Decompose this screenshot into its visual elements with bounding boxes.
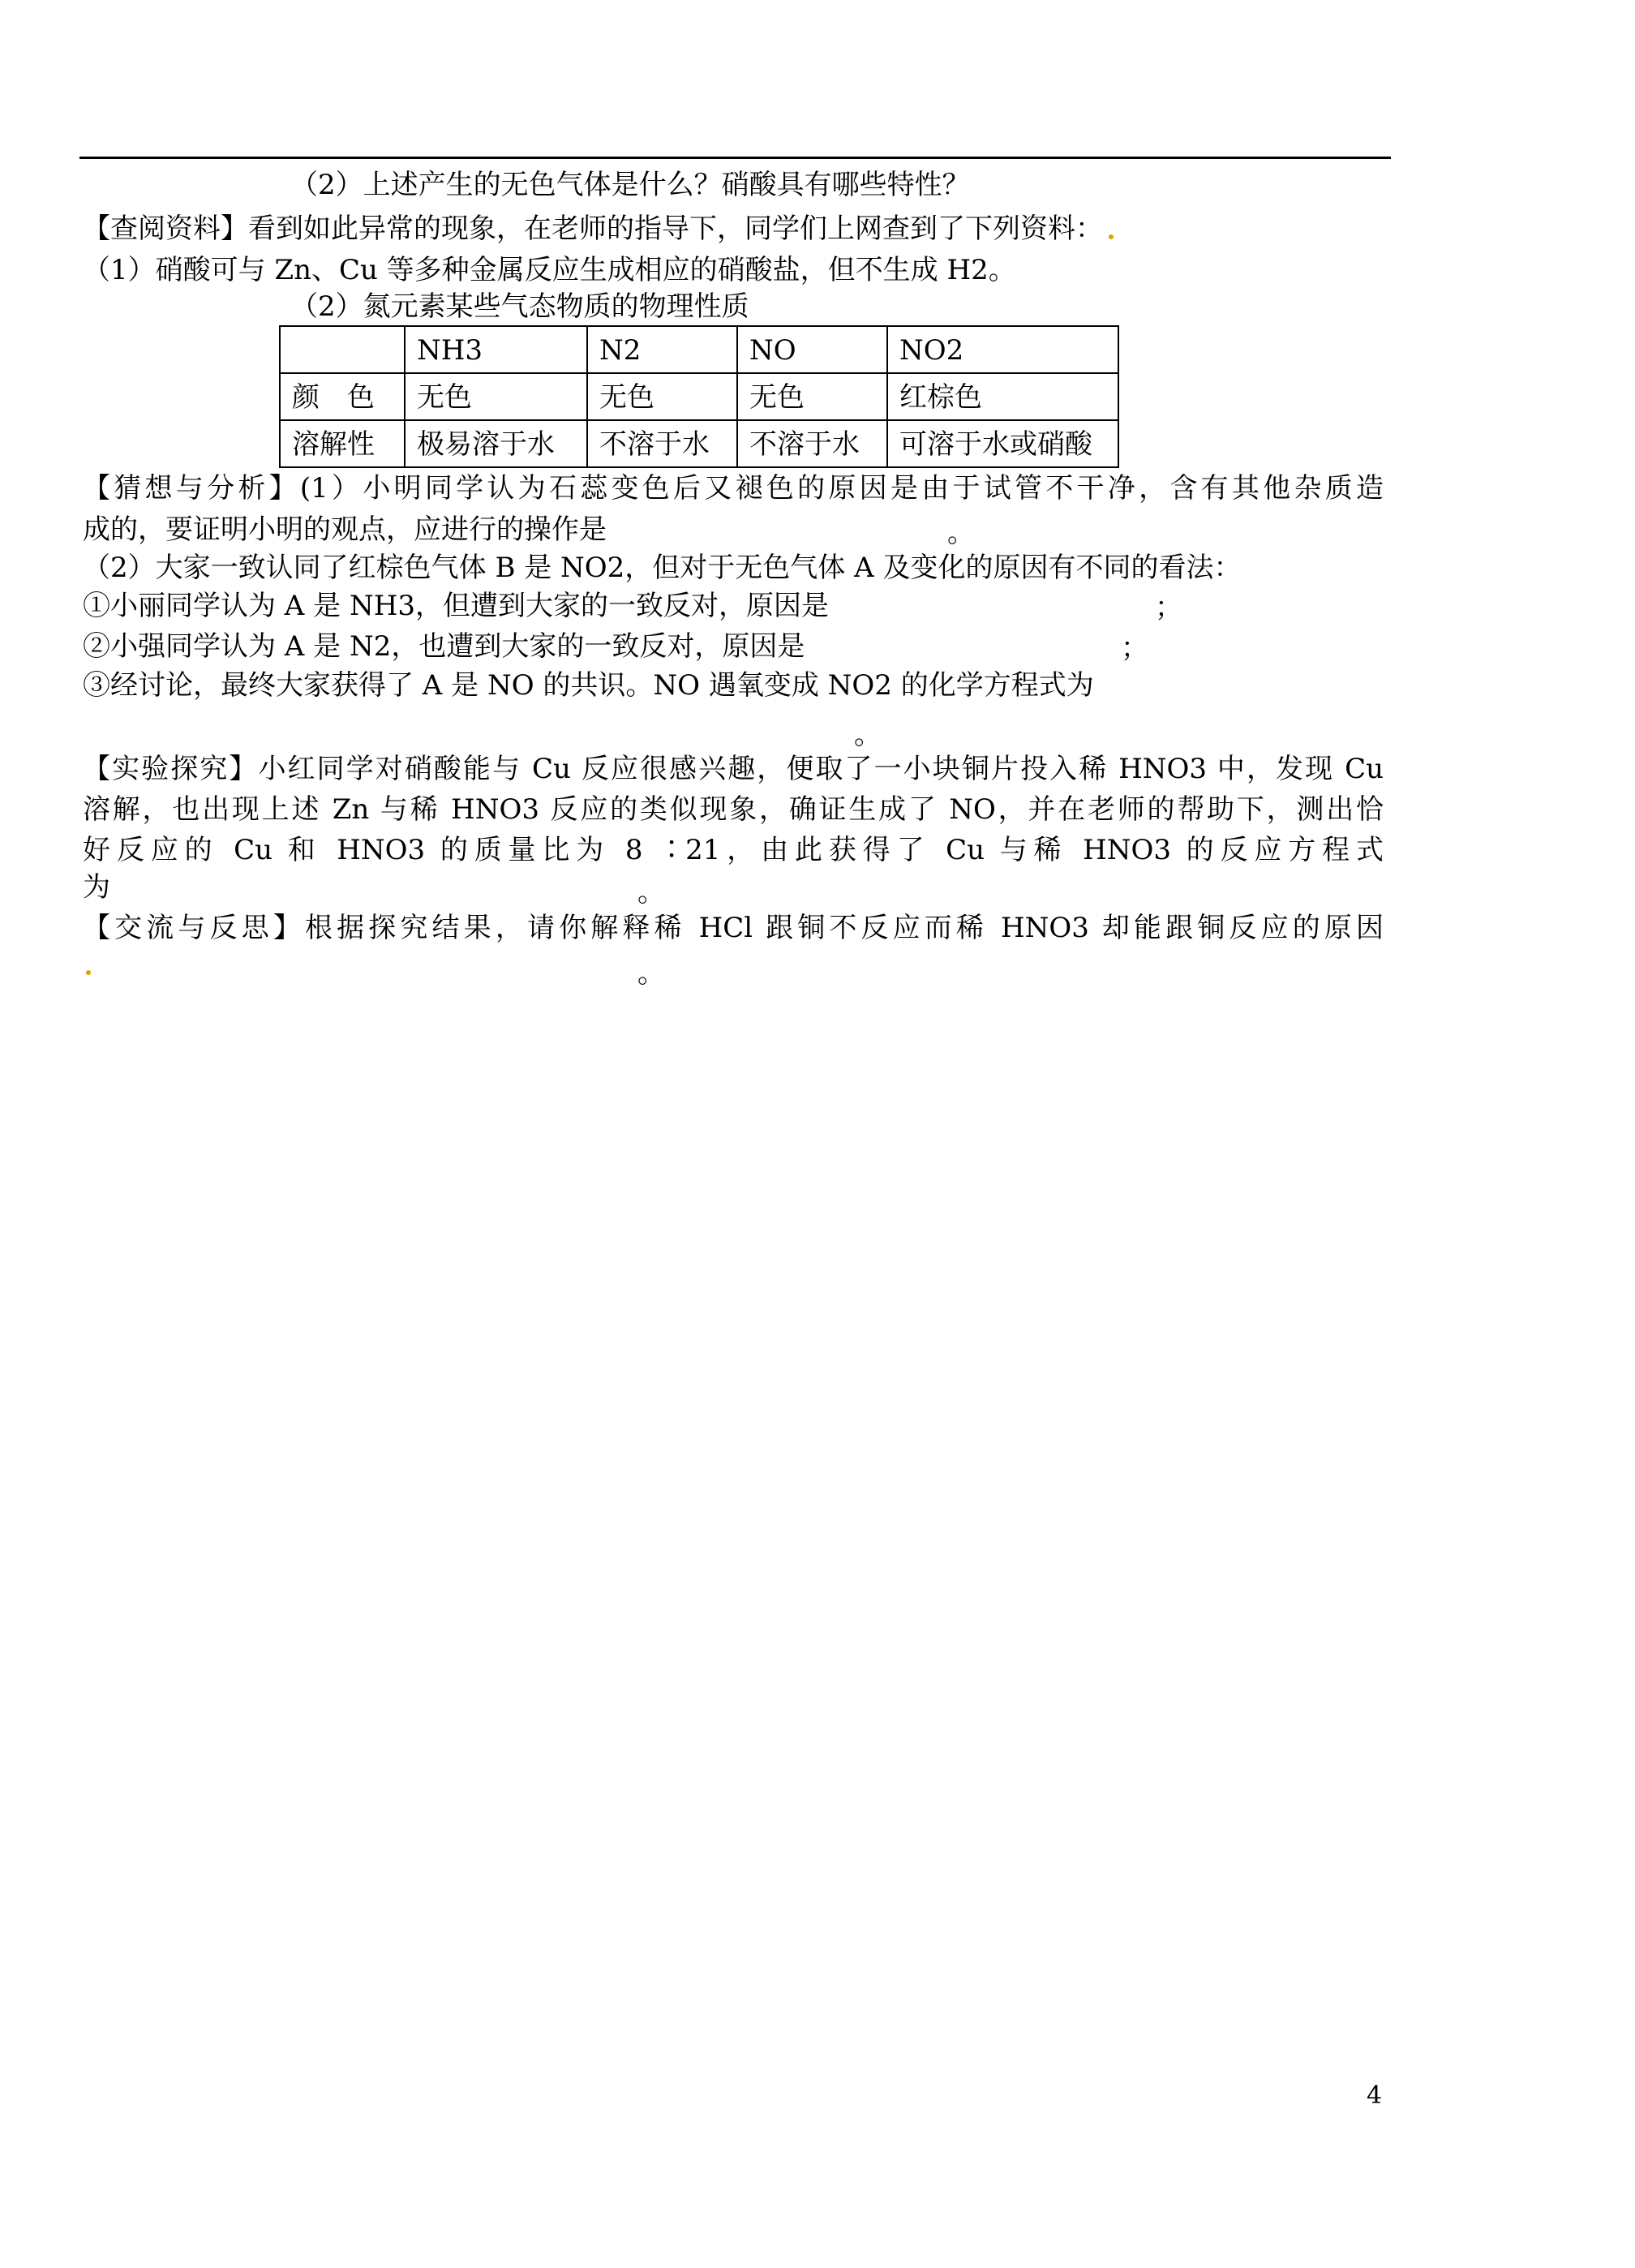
guess-b: ②小强同学认为 A 是 N2，也遭到大家的一致反对，原因是 bbox=[83, 630, 805, 663]
period-mark: 。 bbox=[637, 876, 665, 908]
table-cell: N2 bbox=[587, 326, 737, 373]
guess-c: ③经讨论，最终大家获得了 A 是 NO 的共识。NO 遇氧变成 NO2 的化学方程式为 bbox=[83, 669, 1094, 702]
header-rule bbox=[79, 157, 1391, 159]
table-row bbox=[280, 326, 1118, 373]
table-cell: 无色 bbox=[405, 373, 587, 420]
semicolon-mark: ； bbox=[1121, 632, 1148, 664]
period-mark: 。 bbox=[637, 957, 665, 990]
table-cell: NO2 bbox=[887, 326, 1118, 373]
guess-analysis-1b: 成的，要证明小明的观点，应进行的操作是 bbox=[83, 513, 607, 546]
gas-properties-table bbox=[279, 325, 1119, 468]
stray-mark bbox=[1109, 234, 1114, 239]
table-cell: 无色 bbox=[737, 373, 887, 420]
table-cell: 无色 bbox=[587, 373, 737, 420]
reference-item-2: （2）氮元素某些气态物质的物理性质 bbox=[290, 290, 749, 323]
question-2: （2）上述产生的无色气体是什么？硝酸具有哪些特性？ bbox=[290, 169, 970, 201]
reference-heading: 【查阅资料】看到如此异常的现象，在老师的指导下，同学们上网查到了下列资料： bbox=[83, 213, 1103, 245]
table-row bbox=[280, 373, 1118, 420]
table-cell: 极易溶于水 bbox=[405, 420, 587, 467]
experiment-line-3: 好反应的 Cu 和 HNO3 的质量比为 8 ∶21，由此获得了 Cu 与稀 HNO3 的反应方程式 bbox=[83, 834, 1384, 866]
table-cell: 可溶于水或硝酸 bbox=[887, 420, 1118, 467]
table-cell: NH3 bbox=[405, 326, 587, 373]
guess-a: ①小丽同学认为 A 是 NH3，但遭到大家的一致反对，原因是 bbox=[83, 590, 830, 622]
table-cell: 不溶于水 bbox=[737, 420, 887, 467]
table-cell: 红棕色 bbox=[887, 373, 1118, 420]
table-cell bbox=[280, 326, 405, 373]
semicolon-mark: ； bbox=[1155, 591, 1182, 624]
experiment-line-1: 【实验探究】小红同学对硝酸能与 Cu 反应很感兴趣，便取了一小块铜片投入稀 HNO3 中，发现 Cu bbox=[83, 753, 1384, 785]
experiment-line-4: 为 bbox=[83, 871, 110, 904]
reference-item-1: （1）硝酸可与 Zn、Cu 等多种金属反应生成相应的硝酸盐，但不生成 H2。 bbox=[83, 254, 1016, 286]
reflection-line-1: 【交流与反思】根据探究结果，请你解释稀 HCl 跟铜不反应而稀 HNO3 却能跟铜反应的原因 bbox=[83, 912, 1384, 944]
table-row bbox=[280, 420, 1118, 467]
period-mark: 。 bbox=[947, 517, 975, 549]
table-cell: 颜 色 bbox=[280, 373, 405, 420]
table-cell: 不溶于水 bbox=[587, 420, 737, 467]
table-cell: 溶解性 bbox=[280, 420, 405, 467]
period-mark: 。 bbox=[854, 719, 882, 751]
experiment-line-2: 溶解，也出现上述 Zn 与稀 HNO3 反应的类似现象，确证生成了 NO，并在老师的帮助下，测出恰 bbox=[83, 793, 1384, 826]
stray-mark bbox=[86, 970, 91, 975]
page-number: 4 bbox=[1367, 2081, 1383, 2110]
table-cell: NO bbox=[737, 326, 887, 373]
guess-analysis-2: （2）大家一致认同了红棕色气体 B 是 NO2，但对于无色气体 A 及变化的原因有不同的看法： bbox=[83, 552, 1242, 584]
guess-analysis-1a: 【猜想与分析】(1）小明同学认为石蕊变色后又褪色的原因是由于试管不干净，含有其他杂质造 bbox=[83, 472, 1384, 505]
